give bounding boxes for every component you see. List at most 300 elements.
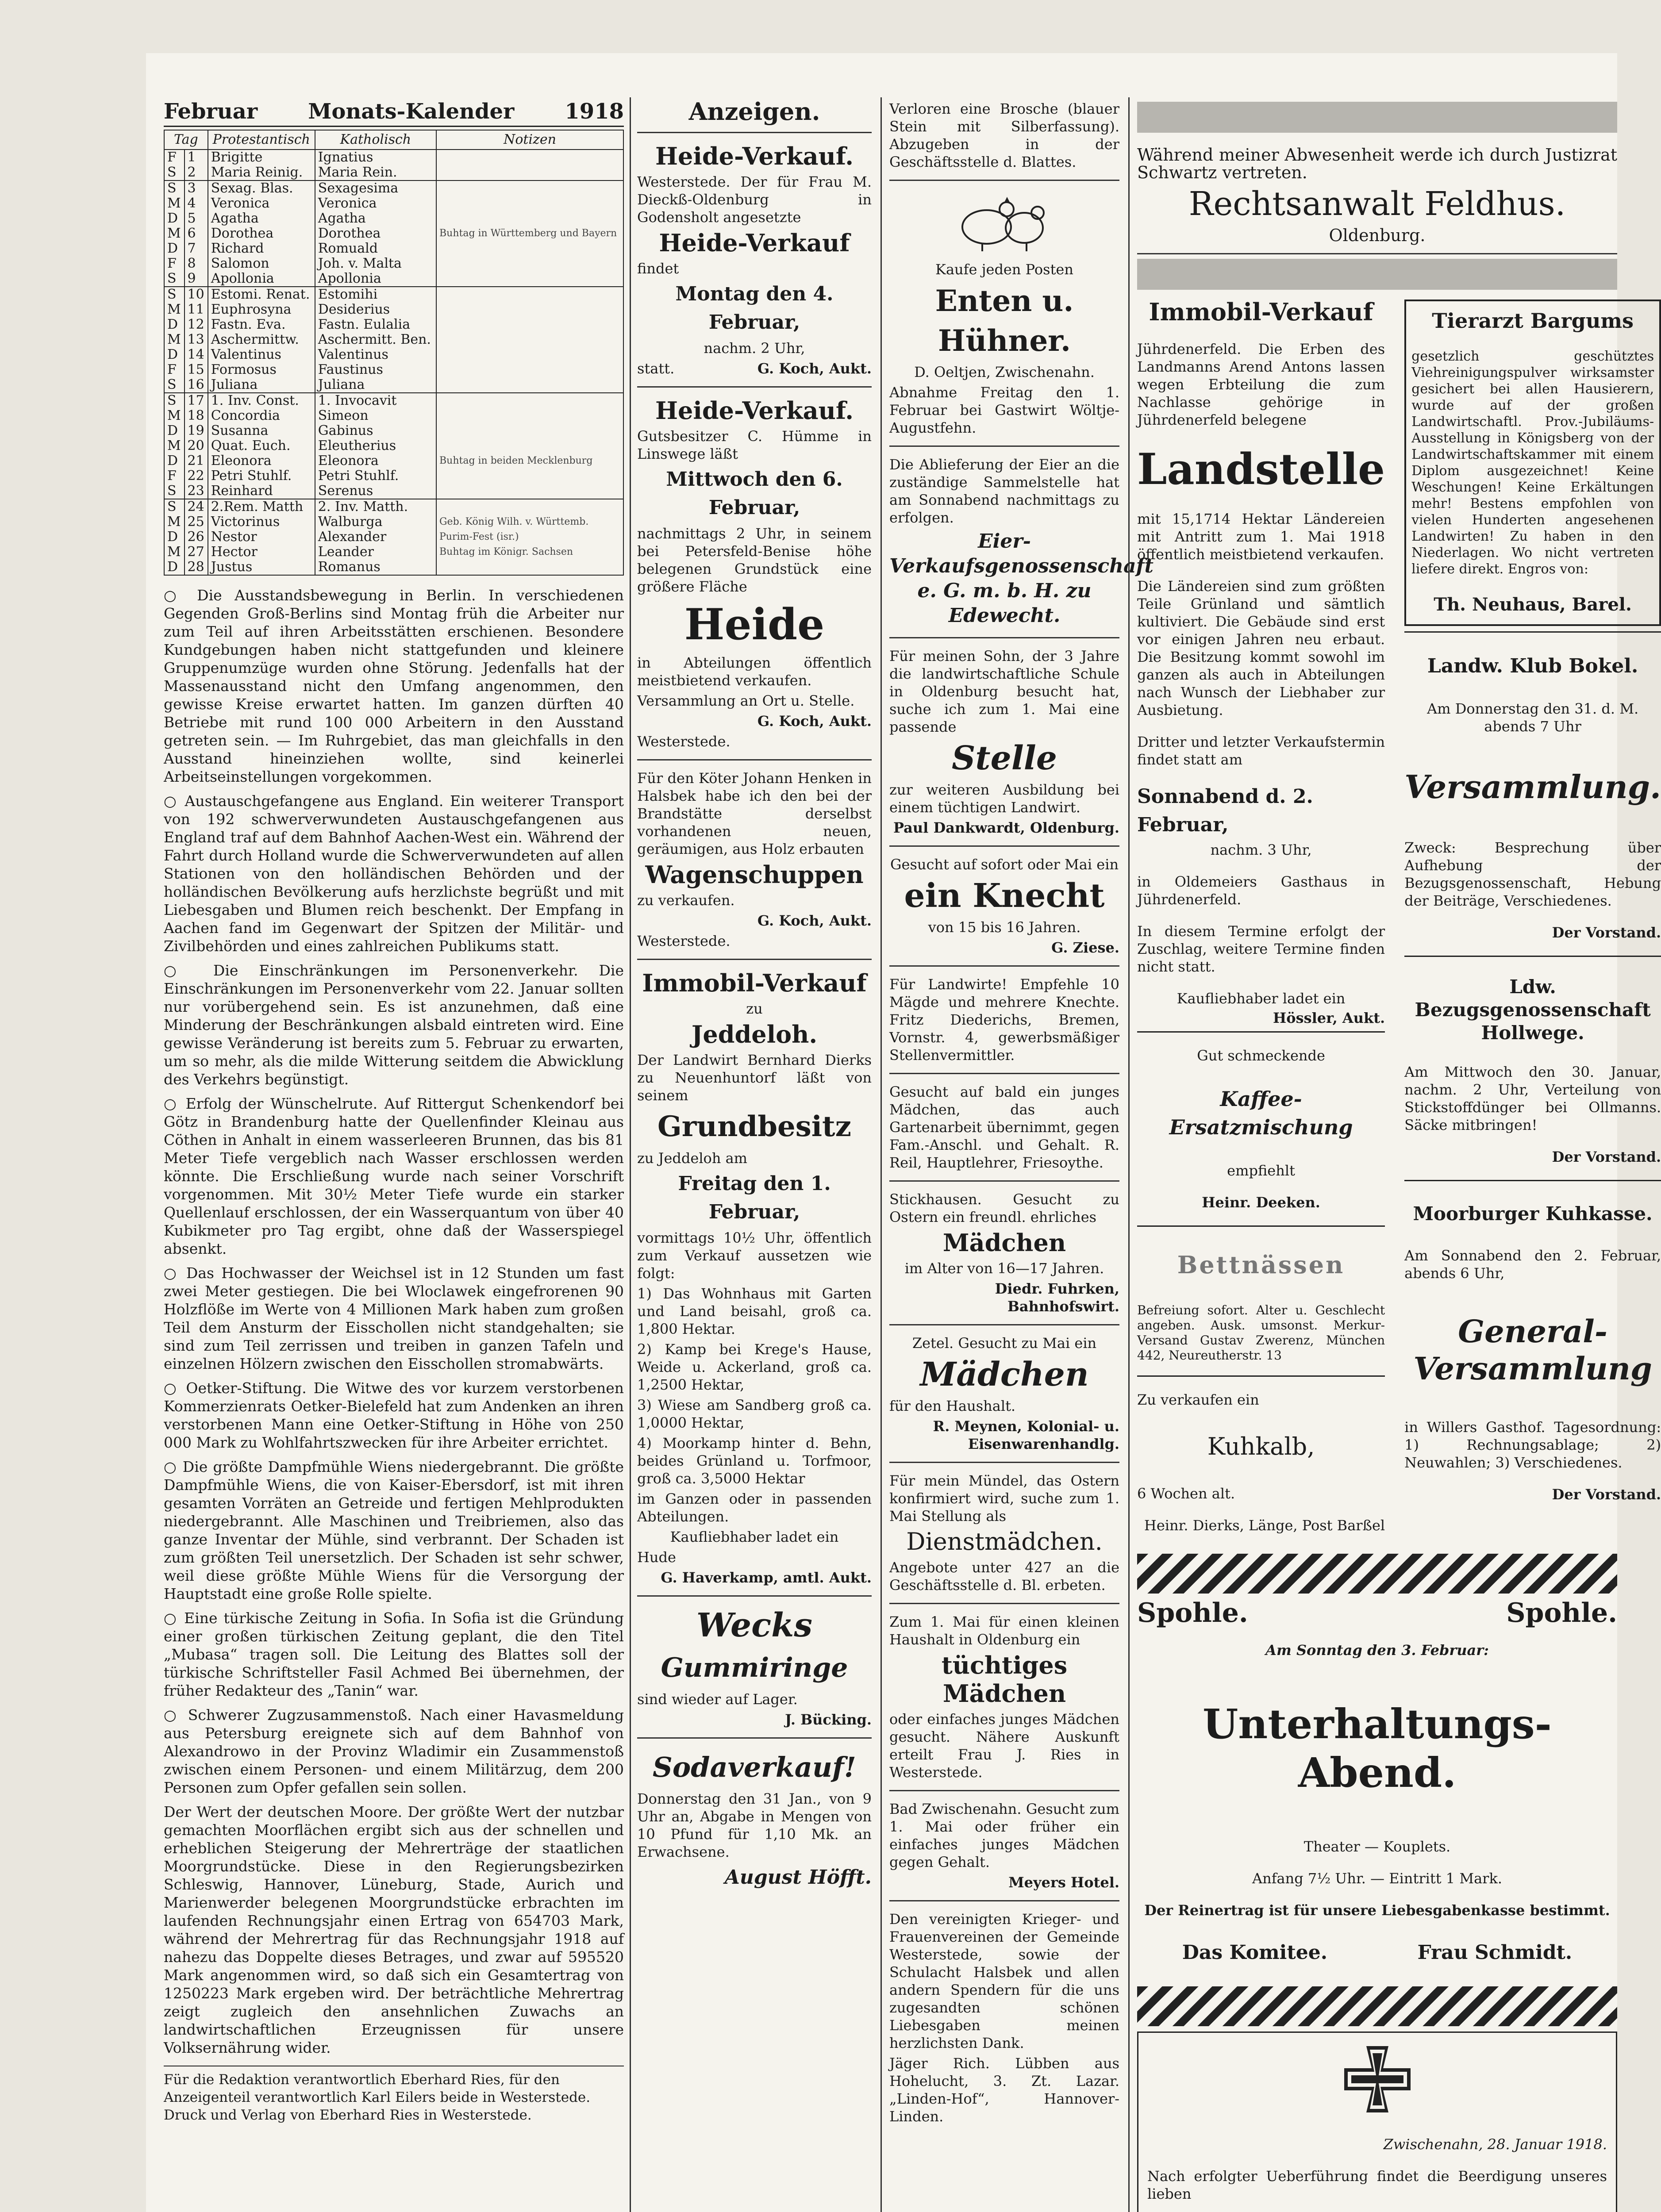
ad-row bbox=[1137, 294, 1661, 1548]
list-item: 4) Moorkamp hinter d. Behn, beides Grünland u. Torfmoor, groß ca. 3,5000 Hektar bbox=[637, 1435, 872, 1487]
ad-eier bbox=[889, 447, 1153, 638]
calendar-cell-n: 8 bbox=[185, 256, 208, 271]
ad-text: Nach erfolgter Ueberführung findet die Beerdigung unseres lieben bbox=[1147, 2168, 1607, 2202]
calendar-row bbox=[164, 317, 623, 332]
ad-meyers-hotel bbox=[889, 1791, 1119, 1901]
ad-text: gesetzlich geschütztes Viehreinigungspulver wirksamster gesichert bei allen Hausierern, wurde auf der großen Landwirtschaftl. Prov.-Jubiläums-Ausstellung in Königsberg von der Landwirtschaftskammer mit einem Diplom ausgezeichnet! Keine Weschungen! Keine Erkältungen mehr! Bestens empfohlen von vielen Hunderten angesehenen Landwirten! Zu haben in den Niederlagen. Wo nicht vertreten liefere direkt. Engros von: bbox=[1411, 349, 1654, 577]
calendar-cell-note bbox=[436, 302, 623, 317]
ad-text: Gutsbesitzer C. Hümme in Linswege läßt bbox=[637, 428, 872, 462]
ad-date: Montag den 4. Februar, bbox=[675, 283, 834, 334]
ad-date: Sonnabend d. 2. Februar, bbox=[1137, 785, 1313, 836]
calendar-header-cell: Protestantisch bbox=[208, 130, 315, 150]
calendar-cell-note bbox=[436, 256, 623, 271]
news-item: ○ Die größte Dampfmühle Wiens niedergebrannt. Die größte Dampfmühle Wiens, die von Kaiser-Ebersdorf, ist mit ihren gesamten Vorräten an Getreide und fertigen Mehlprodukten niedergebrannt. Alle Maschinen und Treibriemen, also das ganze Inventar der Mühle, sind verbrannt. Der Schaden ist zum größten Teil unersetzlich. Der Schaden ist sehr schwer, weil diese größte Mühle Wiens für die Versorgung der Hauptstadt eine große Rolle spielte. bbox=[164, 1458, 624, 1602]
calendar-cell-n: 26 bbox=[185, 530, 208, 545]
calendar-cell-n: 22 bbox=[185, 469, 208, 484]
ad-signature: G. Koch, Aukt. bbox=[757, 713, 872, 730]
calendar-cell-note: Buhtag im Königr. Sachsen bbox=[436, 545, 623, 560]
ad-text: statt. bbox=[637, 360, 675, 377]
calendar-cell-n: 19 bbox=[185, 423, 208, 438]
ad-signature: Der Vorstand. bbox=[1552, 924, 1661, 941]
calendar-header-cell: Tag bbox=[164, 130, 208, 150]
column-rule bbox=[880, 97, 882, 2212]
ad-title: Immobil-Verkauf bbox=[1149, 298, 1373, 326]
news-item: ○ Das Hochwasser der Weichsel ist in 12 Stunden um fast zwei Meter gestiegen. Die bei Wloclawek eingefrorenen 90 Holzflöße im Werte von 4 Millionen Mark haben zum großen Teil dem Ansturm der Eisschollen nicht standgehalten; sie sind zum Teil zerrissen und treiben in ganzen Tafeln und einzelnen Hölzern zwischen den Eisschollen stromabwärts. bbox=[164, 1264, 624, 1372]
calendar-cell-p: Estomi. Renat. bbox=[208, 287, 315, 302]
calendar-cell-p: Fastn. Eva. bbox=[208, 317, 315, 332]
calendar-cell-n: 14 bbox=[185, 347, 208, 362]
ad-text: im Alter von 16—17 Jahren. bbox=[904, 1260, 1104, 1277]
calendar-cell-note bbox=[436, 393, 623, 408]
calendar-cell-note bbox=[436, 332, 623, 347]
calendar-cell-d: M bbox=[164, 545, 185, 560]
calendar-cell-n: 17 bbox=[185, 393, 208, 408]
calendar-cell-k: Veronica bbox=[315, 196, 436, 211]
calendar-row bbox=[164, 211, 623, 226]
calendar-cell-k: Estomihi bbox=[315, 287, 436, 302]
calendar-month: Februar bbox=[164, 99, 258, 124]
chicken-icon bbox=[951, 187, 1057, 253]
ad-signature: Heinr. Dierks, Länge, Post Barßel bbox=[1144, 1517, 1385, 1534]
ad-headline: Kuhkalb, bbox=[1207, 1432, 1315, 1460]
ad-headline: Stelle bbox=[951, 739, 1057, 777]
ad-text: zu Jeddeloh am bbox=[637, 1150, 748, 1167]
ad-title: Bettnässen bbox=[1177, 1251, 1345, 1279]
ad-text: zu verkaufen. bbox=[637, 892, 735, 909]
ad-junges-maedchen bbox=[889, 1074, 1119, 1182]
calendar-row bbox=[164, 530, 623, 545]
ad-text: Den vereinigten Krieger- und Frauenvereinen der Gemeinde Westerstede, sowie der Schulacht Halsbek und allen andern Spendern für die uns zugesandten schönen Liebesgaben meinen herzlichsten Dank. bbox=[889, 1911, 1119, 2051]
column-rule bbox=[1128, 97, 1130, 2212]
calendar-cell-d: S bbox=[164, 484, 185, 499]
calendar-cell-note bbox=[436, 317, 623, 332]
ad-signature: J. Bücking. bbox=[785, 1711, 872, 1728]
ad-signature: G. Koch, Aukt. bbox=[757, 912, 872, 929]
calendar-cell-k: Eleonora bbox=[315, 453, 436, 469]
calendar-cell-note bbox=[436, 438, 623, 453]
calendar-cell-p: Hector bbox=[208, 545, 315, 560]
ad-text: Gut schmeckende bbox=[1197, 1047, 1325, 1064]
calendar-cell-d: D bbox=[164, 423, 185, 438]
ad-headline: Grundbesitz bbox=[657, 1110, 851, 1143]
calendar-cell-p: Justus bbox=[208, 560, 315, 575]
calendar-cell-d: F bbox=[164, 150, 185, 165]
calendar-row bbox=[164, 196, 623, 211]
ad-text: Am Mittwoch den 30. Januar, nachm. 2 Uhr, Verteilung von Stickstoffdünger bei Ollmanns. Säcke mitbringen! bbox=[1404, 1064, 1661, 1133]
calendar-cell-k: Simeon bbox=[315, 408, 436, 423]
ad-text: 6 Wochen alt. bbox=[1137, 1485, 1235, 1502]
ad-heide-verkauf-1 bbox=[637, 133, 872, 388]
ad-signature: G. Haverkamp, amtl. Aukt. bbox=[661, 1569, 872, 1586]
calendar-cell-k: Juliana bbox=[315, 377, 436, 393]
calendar-cell-d: F bbox=[164, 256, 185, 271]
ad-bezugsgenossenschaft bbox=[1404, 975, 1661, 1166]
ad-kuhkasse bbox=[1404, 1200, 1661, 1503]
ad-text: vormittags 10½ Uhr, öffentlich zum Verkauf aussetzen wie folgt: bbox=[637, 1229, 872, 1282]
calendar-row bbox=[164, 347, 623, 362]
ad-title: Heide-Verkauf. bbox=[655, 142, 854, 170]
calendar-cell-n: 10 bbox=[185, 287, 208, 302]
ad-text: Zweck: Besprechung über Aufhebung der Bezugsgenossenschaft, Hebung der Beiträge, Verschiedenes. bbox=[1404, 839, 1661, 909]
ad-spohle bbox=[1137, 1599, 1617, 1967]
divider bbox=[1404, 631, 1661, 633]
calendar-cell-n: 5 bbox=[185, 211, 208, 226]
calendar-cell-note: Geb. König Wilh. v. Württemb. bbox=[436, 515, 623, 530]
calendar-cell-k: Romuald bbox=[315, 241, 436, 256]
ad-text: Kaufliebhaber ladet ein bbox=[1177, 990, 1346, 1007]
calendar-row bbox=[164, 393, 623, 408]
print-band bbox=[1137, 259, 1617, 290]
ad-headline: Gummiringe bbox=[661, 1652, 848, 1683]
divider bbox=[1137, 1225, 1385, 1227]
newspaper-page bbox=[146, 53, 1661, 2212]
calendar-row bbox=[164, 241, 623, 256]
ad-time: nachm. 3 Uhr, bbox=[1210, 841, 1312, 858]
ad-signature: D. Oeltjen, Zwischenahn. bbox=[914, 364, 1095, 380]
ad-headline: Wecks bbox=[696, 1606, 813, 1644]
ad-tuechtiges-maedchen bbox=[889, 1604, 1119, 1791]
calendar-cell-p: Veronica bbox=[208, 196, 315, 211]
ad-landwirte bbox=[889, 967, 1119, 1074]
calendar-cell-n: 7 bbox=[185, 241, 208, 256]
news-item: ○ Oetker-Stiftung. Die Witwe des vor kurzem verstorbenen Kommerzienrats Oetker-Bielefeld hat zum Andenken an ihren verstorbenen Mann eine Oetker-Stiftung in Höhe von 250 000 Mark zu Wohlfahrtszwecken für ihre Arbeiter errichtet. bbox=[164, 1379, 624, 1451]
calendar-cell-n: 2 bbox=[185, 165, 208, 180]
calendar-cell-n: 1 bbox=[185, 150, 208, 165]
ad-klub-bokel bbox=[1404, 652, 1661, 941]
calendar-cell-p: Euphrosyna bbox=[208, 302, 315, 317]
ad-text: in Oldemeiers Gasthaus in Jührdenerfeld. bbox=[1137, 873, 1385, 908]
ad-place: Westerstede. bbox=[637, 933, 731, 949]
ad-text: Die Ländereien sind zum größten Teile Grünland und sämtlich kultiviert. Die Gebäude sind erst vor einigen Jahren neu erbaut. Die Besitzung kommt sowohl im ganzen als auch in Abteilungen nach Wunsch der Liebhaber zur Ausbietung. bbox=[1137, 578, 1385, 718]
calendar-cell-p: Concordia bbox=[208, 408, 315, 423]
ad-headline: Mädchen bbox=[920, 1356, 1089, 1394]
ad-text: für den Haushalt. bbox=[889, 1398, 1016, 1414]
ad-text: Kaufe jeden Posten bbox=[935, 261, 1073, 278]
calendar-cell-d: S bbox=[164, 499, 185, 515]
calendar-cell-n: 20 bbox=[185, 438, 208, 453]
calendar-cell-k: Walburga bbox=[315, 515, 436, 530]
calendar-cell-d: M bbox=[164, 332, 185, 347]
calendar-cell-d: M bbox=[164, 226, 185, 241]
calendar-row bbox=[164, 150, 623, 165]
calendar-cell-p: Salomon bbox=[208, 256, 315, 271]
ad-text: oder einfaches junges Mädchen gesucht. Nähere Auskunft erteilt Frau J. Ries in Westerstede. bbox=[889, 1711, 1119, 1781]
calendar-cell-note bbox=[436, 469, 623, 484]
calendar-cell-p: Dorothea bbox=[208, 226, 315, 241]
calendar-row bbox=[164, 423, 623, 438]
calendar-cell-d: S bbox=[164, 165, 185, 180]
calendar-cell-k: Maria Rein. bbox=[315, 165, 436, 180]
ad-title: Heide-Verkauf. bbox=[655, 396, 854, 425]
ads-column-2 bbox=[637, 97, 872, 1901]
ad-tierarzt bbox=[1404, 300, 1661, 626]
ad-kuhkalb bbox=[1137, 1391, 1385, 1534]
news-item: ○ Erfolg der Wünschelrute. Auf Rittergut Schenkendorf bei Götz in Brandenburg hatte der Quellenfinder Kleinau aus Cöthen in Anhalt in einem wasserleeren Brunnen, das bis 81 Meter Tiefe vergeblich nach Wasser erschlossen werden könnte. Die Erschließung wurde nach seiner Vorschrift vorgenommen. Mit 30½ Meter Tiefe wurde ein starker Quellenlauf erschlossen, der ein Wasserquantum von über 40 Kubikmeter pro Tag ergibt, ohne daß der Wasserspiegel absenkt. bbox=[164, 1095, 624, 1257]
ad-place: Spohle. bbox=[1506, 1598, 1617, 1628]
ad-time: nachm. 2 Uhr, bbox=[704, 340, 805, 357]
calendar-header bbox=[164, 97, 624, 127]
ad-signature: Der Vorstand. bbox=[1552, 1148, 1661, 1165]
calendar-cell-n: 18 bbox=[185, 408, 208, 423]
ad-text: von 15 bis 16 Jahren. bbox=[928, 919, 1081, 936]
ad-text: Zum 1. Mai für einen kleinen Haushalt in Oldenburg ein bbox=[889, 1613, 1119, 1648]
ornamental-border bbox=[1137, 1986, 1617, 2026]
calendar-cell-p: 2.Rem. Matth bbox=[208, 499, 315, 515]
ad-text: In diesem Termine erfolgt der Zuschlag, weitere Termine finden nicht statt. bbox=[1137, 923, 1385, 975]
calendar-row bbox=[164, 287, 623, 302]
news-item: ○ Eine türkische Zeitung in Sofia. In Sofia ist die Gründung einer großen türkischen Zeitung geplant, die den Titel „Mubasa“ tragen soll. Die Leitung des Blattes soll der türkische Schriftsteller Fasil Achmed Bei übernehmen, der früher Redakteur des „Tanin“ war. bbox=[164, 1609, 624, 1699]
print-band bbox=[1137, 102, 1617, 133]
calendar-cell-d: S bbox=[164, 180, 185, 196]
column-rule bbox=[630, 97, 631, 2212]
divider bbox=[1404, 956, 1661, 957]
ad-text: Für mein Mündel, das Ostern konfirmiert wird, suche zum 1. Mai Stellung als bbox=[889, 1472, 1119, 1525]
ad-place: Hude bbox=[637, 1549, 676, 1566]
calendar-cell-k: Valentinus bbox=[315, 347, 436, 362]
ad-headline: Heide-Verkauf bbox=[659, 229, 850, 257]
calendar-header-cell: Katholisch bbox=[315, 130, 436, 150]
ad-signature: Jäger Rich. Lübben aus Hohelucht, 3. Zt. Lazar. „Linden-Hof“, Hannover-Linden. bbox=[889, 2055, 1119, 2125]
calendar-cell-n: 23 bbox=[185, 484, 208, 499]
ad-text: Zu verkaufen ein bbox=[1137, 1391, 1259, 1408]
calendar-cell-k: Ignatius bbox=[315, 150, 436, 165]
ad-knecht bbox=[889, 847, 1119, 967]
calendar-cell-p: Agatha bbox=[208, 211, 315, 226]
news-item: ○ Austauschgefangene aus England. Ein weiterer Transport von 192 schwerverwundeten Austauschgefangenen aus England traf auf dem Bahnhof Aachen-West ein. Während der Fahrt durch Holland wurde die Schwerverwundeten auf allen Stationen von den holländischen Behörden und der holländischen Bevölkerung aufs herzlichste begrüßt und mit Liebesgaben und Blumen reich beschenkt. Der Empfang in Aachen fand im Gegenwart der Spitzen der Militär- und Zivilbehörden und eines zahlreichen Publikums statt. bbox=[164, 792, 624, 955]
ad-signature: G. Koch, Aukt. bbox=[757, 360, 872, 377]
calendar-cell-d: M bbox=[164, 438, 185, 453]
calendar-row bbox=[164, 560, 623, 575]
ad-text: Die Ablieferung der Eier an die zuständige Sammelstelle hat am Sonnabend nachmittags zu erfolgen. bbox=[889, 456, 1119, 526]
calendar-cell-p: Susanna bbox=[208, 423, 315, 438]
ad-headline: Sodaverkauf! bbox=[653, 1751, 856, 1783]
ad-headline: Heide bbox=[684, 599, 825, 649]
ad-landstelle bbox=[1137, 294, 1385, 1548]
ad-text: in Willers Gasthof. Tagesordnung: 1) Rechnungsablage; 2) Neuwahlen; 3) Verschiedenes. bbox=[1404, 1419, 1661, 1471]
ad-signature: Diedr. Fuhrken, Bahnhofswirt. bbox=[995, 1280, 1119, 1315]
ad-signature: R. Meynen, Kolonial- u. Eisenwarenhandlg. bbox=[933, 1418, 1119, 1452]
calendar-row bbox=[164, 180, 623, 196]
imprint: Für die Redaktion verantwortlich Eberhard Ries, für den Anzeigenteil verantwortlich Karl Eilers beide in Westerstede. Druck und Verlag von Eberhard Ries in Westerstede. bbox=[164, 2066, 624, 2124]
ad-text: Der Reinertrag ist für unsere Liebesgabenkasse bestimmt. bbox=[1144, 1902, 1610, 1919]
news-item: Der Wert der deutschen Moore. Der größte Wert der nutzbar gemachten Moorflächen ergibt sich aus der schnellen und erheblichen Steigerung der Mehrerträge der staatlichen Moorgrundstücke. Diese in den Regierungsbezirken Schleswig, Hannover, Lüneburg, Stade, Aurich und Marienwerder belegenen Moorgrundstücke erbrachten im laufenden Rechnungsjahr einen Ertrag von 654703 Mark, während der Mehrertrag für das Rechnungsjahr 1918 auf nahezu das Doppelte dieses Betrages, und zwar auf 595520 Mark angenommen wird, so daß sich ein Gesamtertrag von 1250223 Mark ergeben wird. Der beträchtliche Mehrertrag zeigt zugleich den ansehnlichen Zuwachs an landwirtschaftlichen Erzeugnissen für unsere Volksernährung wider. bbox=[164, 1803, 624, 2056]
ad-headline: Landstelle bbox=[1137, 444, 1385, 494]
calendar-cell-d: M bbox=[164, 408, 185, 423]
calendar-row bbox=[164, 377, 623, 393]
calendar-cell-p: Eleonora bbox=[208, 453, 315, 469]
ads-column-3 bbox=[889, 97, 1153, 2134]
ads-header: Anzeigen. bbox=[688, 97, 820, 126]
ad-stelle bbox=[889, 638, 1119, 847]
ad-text: Abnahme Freitag den 1. Februar bei Gastwirt Wöltje-Augustfehn. bbox=[889, 384, 1119, 436]
calendar-cell-n: 24 bbox=[185, 499, 208, 515]
calendar-cell-note: Buhtag in Württemberg und Bayern bbox=[436, 226, 623, 241]
ad-headline: Wagenschuppen bbox=[645, 860, 864, 889]
calendar-row bbox=[164, 499, 623, 515]
calendar-cell-note bbox=[436, 287, 623, 302]
calendar-cell-note bbox=[436, 377, 623, 393]
calendar-cell-n: 28 bbox=[185, 560, 208, 575]
calendar-row bbox=[164, 438, 623, 453]
calendar-column bbox=[164, 97, 624, 2124]
ad-title: Landw. Klub Bokel. bbox=[1427, 655, 1638, 677]
ad-signature: Heinr. Deeken. bbox=[1202, 1194, 1320, 1211]
calendar-cell-p: Nestor bbox=[208, 530, 315, 545]
calendar-table bbox=[164, 130, 624, 576]
calendar-cell-n: 11 bbox=[185, 302, 208, 317]
ad-text: empfiehlt bbox=[1227, 1162, 1295, 1179]
ad-text: nachmittags 2 Uhr, in seinem bei Petersfeld-Benise höhe belegenen Grundstück eine größere Fläche bbox=[637, 525, 872, 595]
ad-headline: Dienstmädchen. bbox=[906, 1528, 1103, 1555]
ad-headline: Mädchen bbox=[942, 1229, 1066, 1257]
ad-place: Oldenburg. bbox=[1329, 226, 1426, 245]
calendar-cell-p: Formosus bbox=[208, 362, 315, 377]
list-item: 3) Wiese am Sandberg groß ca. 1,0000 Hektar, bbox=[637, 1397, 872, 1431]
ad-text: in Abteilungen öffentlich meistbietend verkaufen. bbox=[637, 654, 872, 689]
calendar-cell-k: 1. Invocavit bbox=[315, 393, 436, 408]
ad-signature: August Höfft. bbox=[724, 1866, 872, 1889]
calendar-cell-note bbox=[436, 484, 623, 499]
ad-sodaverkauf bbox=[637, 1739, 872, 1901]
calendar-cell-p: Sexag. Blas. bbox=[208, 180, 315, 196]
ad-maedchen-zetel bbox=[889, 1325, 1119, 1463]
ad-dienstmaedchen bbox=[889, 1463, 1119, 1604]
ad-text: Für den Köter Johann Henken in Halsbek habe ich den bei der Brandstätte derselbst vorhandenen neuen, geräumigen, aus Holz erbauten bbox=[637, 770, 872, 857]
news-item: ○ Die Ausstandsbewegung in Berlin. In verschiedenen Gegenden Groß-Berlins sind Montag früh die Arbeiter nur zum Teil auf ihren Arbeitsstätten erschienen. Besondere Kundgebungen haben nicht stattgefunden und kleinere Gruppenumzüge wurden ohne Störung. Jedenfalls hat der Massenausstand nicht den Umfang angenommen, den gewisse Kreise erwartet hatten. Im ganzen dürften 40 Betriebe mit rund 100 000 Arbeitern in den Ausstand getreten sein. — Im Ruhrgebiet, das man gleichfalls in den Ausstand hineinziehen wollte, sind keinerlei Arbeitseinstellungen vorgekommen. bbox=[164, 587, 624, 785]
ad-title: Immobil-Verkauf bbox=[642, 969, 867, 997]
ad-dank bbox=[889, 1901, 1119, 2134]
calendar-cell-k: Apollonia bbox=[315, 271, 436, 287]
calendar-cell-n: 21 bbox=[185, 453, 208, 469]
ad-headline: General-Versammlung bbox=[1413, 1313, 1652, 1387]
ad-place: Westerstede. bbox=[637, 173, 731, 190]
calendar-cell-n: 13 bbox=[185, 332, 208, 347]
ad-text: findet bbox=[637, 260, 679, 277]
ad-headline: Unterhaltungs-Abend. bbox=[1203, 1700, 1552, 1797]
calendar-cell-p: Petri Stuhlf. bbox=[208, 469, 315, 484]
ad-text: Kaufliebhaber ladet ein bbox=[670, 1528, 839, 1545]
ad-signature: Paul Dankwardt, Oldenburg. bbox=[893, 819, 1119, 836]
ads-column-4 bbox=[1137, 97, 1661, 2212]
ad-rechtsanwalt bbox=[1137, 137, 1617, 254]
calendar-row bbox=[164, 515, 623, 530]
ad-bettnaessen bbox=[1137, 1251, 1385, 1363]
calendar-row bbox=[164, 484, 623, 499]
ad-text: Gesucht auf bald ein junges Mädchen, das auch Gartenarbeit übernimmt, gegen Fam.-Anschl. und Gehalt. R. Reil, Hauptlehrer, Friesoythe. bbox=[889, 1083, 1119, 1171]
calendar-cell-note bbox=[436, 211, 623, 226]
calendar-cell-d: M bbox=[164, 302, 185, 317]
calendar-cell-k: Dorothea bbox=[315, 226, 436, 241]
calendar-year: 1918 bbox=[565, 99, 624, 124]
calendar-cell-d: D bbox=[164, 530, 185, 545]
calendar-cell-p: Apollonia bbox=[208, 271, 315, 287]
ad-text: Theater — Kouplets. bbox=[1303, 1838, 1451, 1855]
ad-text: Befreiung sofort. Alter u. Geschlecht angeben. Ausk. umsonst. Merkur-Versand Gustav Zwerenz, München 442, Neureutherstr. 13 bbox=[1137, 1303, 1385, 1363]
ad-immobil-jeddeloh bbox=[637, 960, 872, 1597]
calendar-row bbox=[164, 256, 623, 271]
calendar-row bbox=[164, 302, 623, 317]
calendar-cell-k: Aschermitt. Ben. bbox=[315, 332, 436, 347]
calendar-cell-p: Brigitte bbox=[208, 150, 315, 165]
calendar-cell-d: S bbox=[164, 271, 185, 287]
ad-text: Anfang 7½ Uhr. — Eintritt 1 Mark. bbox=[1252, 1870, 1503, 1887]
calendar-cell-n: 3 bbox=[185, 180, 208, 196]
calendar-cell-k: Romanus bbox=[315, 560, 436, 575]
calendar-cell-d: M bbox=[164, 196, 185, 211]
ad-wecks bbox=[637, 1597, 872, 1739]
calendar-cell-d: F bbox=[164, 362, 185, 377]
calendar-cell-k: Serenus bbox=[315, 484, 436, 499]
calendar-cell-d: S bbox=[164, 393, 185, 408]
ad-maedchen-stickhausen bbox=[889, 1182, 1119, 1325]
ad-text: Zetel. Gesucht zu Mai ein bbox=[912, 1335, 1097, 1352]
calendar-cell-p: 1. Inv. Const. bbox=[208, 393, 315, 408]
divider bbox=[1137, 1375, 1385, 1377]
calendar-cell-p: Richard bbox=[208, 241, 315, 256]
ad-headline: Eier-Verkaufsgenossenschaft e. G. m. b. H. zu Edewecht. bbox=[889, 530, 1153, 627]
ad-text: Am Sonnabend den 2. Februar, abends 6 Uhr, bbox=[1404, 1247, 1661, 1282]
calendar-row bbox=[164, 408, 623, 423]
ad-text: Am Donnerstag den 31. d. M. abends 7 Uhr bbox=[1427, 700, 1639, 735]
calendar-cell-p: Aschermittw. bbox=[208, 332, 315, 347]
ad-text: Für Landwirte! Empfehle 10 Mägde und mehrere Knechte. Fritz Diederichs, Bremen, Vornstr. 4, gewerbsmäßiger Stellenvermittler. bbox=[889, 976, 1119, 1064]
ad-date: Freitag den 1. Februar, bbox=[678, 1172, 831, 1223]
ad-text: im Ganzen oder in passenden Abteilungen. bbox=[637, 1490, 872, 1525]
calendar-cell-d: D bbox=[164, 453, 185, 469]
ad-right-column bbox=[1404, 294, 1661, 1548]
calendar-cell-p: Quat. Euch. bbox=[208, 438, 315, 453]
calendar-cell-p: Reinhard bbox=[208, 484, 315, 499]
calendar-cell-n: 27 bbox=[185, 545, 208, 560]
ad-text: Der Landwirt Bernhard Dierks zu Neuenhuntorf läßt von seinem bbox=[637, 1052, 872, 1104]
ad-signature: Hössler, Aukt. bbox=[1273, 1010, 1385, 1026]
ad-headline: Rechtsanwalt Feldhus. bbox=[1188, 185, 1566, 223]
ad-signature: G. Ziese. bbox=[1051, 939, 1119, 956]
ad-text: Angebote unter 427 an die Geschäftsstelle d. Bl. erbeten. bbox=[889, 1559, 1119, 1594]
ad-wagenschuppen bbox=[637, 760, 872, 960]
calendar-cell-k: Leander bbox=[315, 545, 436, 560]
list-item: 1) Das Wohnhaus mit Garten und Land beisahl, groß ca. 1,800 Hektar. bbox=[637, 1285, 872, 1337]
ad-headline: tüchtiges Mädchen bbox=[941, 1651, 1068, 1708]
calendar-cell-note bbox=[436, 271, 623, 287]
calendar-cell-k: Gabinus bbox=[315, 423, 436, 438]
ad-headline: Kaffee-Ersatzmischung bbox=[1169, 1087, 1353, 1139]
calendar-cell-note bbox=[436, 423, 623, 438]
calendar-cell-d: D bbox=[164, 347, 185, 362]
calendar-cell-d: S bbox=[164, 287, 185, 302]
calendar-cell-k: Alexander bbox=[315, 530, 436, 545]
calendar-row bbox=[164, 545, 623, 560]
calendar-cell-d: D bbox=[164, 211, 185, 226]
calendar-cell-n: 25 bbox=[185, 515, 208, 530]
calendar-cell-k: Eleutherius bbox=[315, 438, 436, 453]
ad-text: Bad Zwischenahn. Gesucht zum 1. Mai oder früher ein einfaches junges Mädchen gegen Gehalt. bbox=[889, 1801, 1119, 1870]
calendar-cell-k: Sexagesima bbox=[315, 180, 436, 196]
divider bbox=[1137, 1031, 1385, 1033]
calendar-cell-note bbox=[436, 165, 623, 180]
ad-title: Ldw. Bezugsgenossenschaft Hollwege. bbox=[1415, 976, 1651, 1044]
calendar-cell-note bbox=[436, 180, 623, 196]
calendar-cell-p: Maria Reinig. bbox=[208, 165, 315, 180]
calendar-cell-p: Juliana bbox=[208, 377, 315, 393]
calendar-cell-k: Agatha bbox=[315, 211, 436, 226]
ad-text: Dritter und letzter Verkaufstermin findet statt am bbox=[1137, 733, 1385, 768]
ad-title: Tierarzt Bargums bbox=[1432, 309, 1634, 333]
calendar-cell-n: 15 bbox=[185, 362, 208, 377]
calendar-cell-note bbox=[436, 241, 623, 256]
ad-headline: Versammlung. bbox=[1404, 768, 1661, 806]
calendar-cell-p: Valentinus bbox=[208, 347, 315, 362]
